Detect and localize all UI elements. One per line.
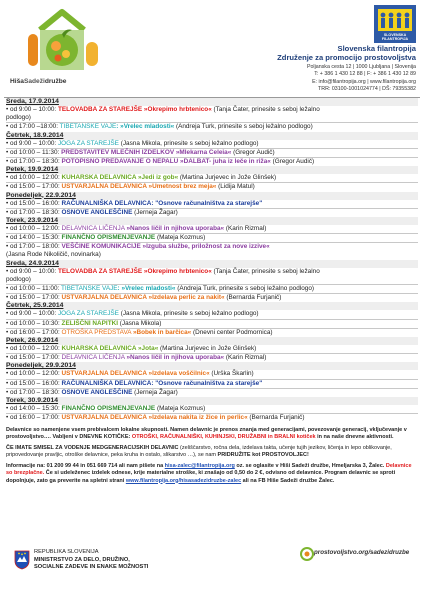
schedule-entry-text: (Andreja Turk, prinesite s seboj ležalno podlogo) xyxy=(175,123,313,131)
schedule-entry-text: (Urška Škarlin) xyxy=(211,370,254,378)
schedule-entry-text: • od 16:00 – 17:00: xyxy=(6,328,62,336)
schedule-entry xyxy=(6,328,418,337)
schedule-entry-text: JOGA ZA STAREJŠE xyxy=(57,310,121,318)
schedule-entry-text: »Okrepimo hrbtenico« xyxy=(143,267,214,275)
schedule-entry xyxy=(6,106,418,114)
schedule-entry-text: • od 9:00 – 10:00: xyxy=(6,106,58,113)
schedule-entry xyxy=(6,122,418,131)
schedule-entry xyxy=(6,251,418,259)
schedule-entry-text: »Nanos ličil in njihova uporaba« xyxy=(126,224,226,232)
schedule-entry xyxy=(6,208,418,217)
schedule-entry-text: ZELIŠČNI NAPITKI xyxy=(61,319,120,327)
schedule-entry-text: • od 15:00 – 17:00: xyxy=(6,354,62,362)
schedule-entry-text: podlogo) xyxy=(6,114,31,122)
schedule-entry-text: • od 15:00 – 17:00: xyxy=(6,294,62,302)
schedule-entry-text: : »Vrelec mladosti« xyxy=(116,123,176,131)
schedule-entry xyxy=(6,174,418,182)
hisa-sadezi-druzbe-logo xyxy=(10,8,106,78)
schedule-entry-text: FINANČNO OPISMENJEVANJE xyxy=(61,404,157,412)
schedule-entry-text: (Martina Jurjevec in Jože Glinšek) xyxy=(160,344,257,352)
schedule-entry-text: »Jota« xyxy=(138,344,161,352)
schedule-entry-text: VEŠČINE KOMUNIKACIJE xyxy=(61,243,143,251)
schedule-entry-text: »Izdelava nakita iz žice in perlic« xyxy=(148,414,250,422)
schedule-entry-text: »Mlekarna Celeia« xyxy=(175,148,234,156)
slovenska-filantropija-badge xyxy=(374,5,416,43)
schedule-entry-text: • od 17:00 – 18:30: xyxy=(6,388,62,396)
schedule-entry xyxy=(6,284,418,293)
schedule-entry-text: • od 10:00 – 12:00: xyxy=(6,224,62,232)
schedule-entry-text: • od 14:00 – 15:30: xyxy=(6,234,62,242)
schedule-entry-text: • od 10:00 – 11:30: xyxy=(6,148,62,156)
schedule-entry-text: • od 9:00 – 10:00: xyxy=(6,267,58,275)
schedule-entry-text: : "Osnove računalništva za starejše" xyxy=(151,379,263,387)
contact-bank: TRR: 03100-1001024774 | DŠ: 79355382 xyxy=(318,85,416,92)
schedule-entry-text: • od 10:00 – 12:00: xyxy=(6,370,62,378)
schedule-entry-text: • od 17:00 – 18:30: xyxy=(6,157,62,165)
schedule-entry-text: (Gregor Audič) xyxy=(233,148,275,156)
schedule-entry xyxy=(6,200,418,208)
ministry-line2: MINISTRSTVO ZA DELO, DRUŽINO, xyxy=(34,556,130,563)
schedule-entry-text: (Lidija Matul) xyxy=(218,183,255,191)
schedule-entry-text: • od 17:00 – 18:00: xyxy=(6,243,62,251)
ministry-line1: REPUBLIKA SLOVENIJA xyxy=(34,549,99,555)
schedule-entry xyxy=(6,182,418,191)
schedule-entry-text: OSNOVE ANGLEŠČINE xyxy=(61,208,135,216)
schedule-entry-text: : »Vrelec mladosti« xyxy=(117,285,178,292)
schedule-entry xyxy=(6,225,418,233)
workshop-schedule xyxy=(6,98,418,422)
schedule-day-heading: Četrtek, 18.9.2014 xyxy=(6,132,418,140)
prostovoljstvo-url[interactable]: prostovoljstvo.org/sadezidruzbe xyxy=(314,549,410,556)
schedule-entry-text: • od 14:00 – 15:30: xyxy=(6,404,62,412)
schedule-entry-text: (Martina Jurjevec in Jože Glinšek) xyxy=(179,174,277,182)
schedule-entry-text: (Andreja Turk, prinesite s seboj ležalno podlogo) xyxy=(177,285,314,292)
schedule-entry-text: : "Osnove računalništva za starejše" xyxy=(151,199,263,207)
schedule-entry xyxy=(6,233,418,242)
ministry-logo-text xyxy=(34,549,148,572)
website-link[interactable]: www.filantropija.org/hisasadezidruzbe-zalec xyxy=(125,477,242,484)
schedule-entry-text: »Izdelava perlic za nakit« xyxy=(148,294,227,302)
schedule-entry xyxy=(6,379,418,388)
schedule-entry-text: (Jasna Mikola) xyxy=(119,319,162,327)
contact-email: E: info@filantropija.org | www.filantropija.org xyxy=(312,78,416,85)
schedule-entry-text: FINANČNO OPISMENJEVANJE xyxy=(61,234,157,242)
schedule-entry-text: • od 15:00 – 16:00: xyxy=(6,199,62,207)
schedule-entry-text: (Jerneja Žagar) xyxy=(134,208,178,216)
schedule-entry-text: TELOVADBA ZA STAREJŠE xyxy=(57,267,144,275)
schedule-entry-text: • od 17:00 –18:00: xyxy=(6,123,60,131)
badge-text: SLOVENSKA FILANTROPIJA xyxy=(381,33,409,41)
schedule-entry-text: (Mateja Kozmus) xyxy=(156,234,206,242)
schedule-entry-text: (Dnevni center Podmornica) xyxy=(192,328,273,336)
schedule-entry-text: (Bernarda Furjanič) xyxy=(249,414,305,422)
schedule-entry-text: • od 15:00 – 17:00: xyxy=(6,183,62,191)
schedule-entry xyxy=(6,114,418,122)
schedule-entry xyxy=(6,319,418,328)
schedule-entry xyxy=(6,370,418,378)
schedule-entry-text: DELAVNICA LIČENJA xyxy=(61,224,127,232)
schedule-entry-text: (Jasna Mikola, prinesite s seboj ležalno podlogo) xyxy=(120,139,259,147)
schedule-entry-text: USTVARJALNA DELAVNICA xyxy=(61,414,149,422)
schedule-entry-text: PREDSTAVITEV MLEČNIH IZDELKOV xyxy=(61,148,176,156)
logo-caption: HišaSadežidružbe xyxy=(10,78,67,85)
schedule-entry-text: (Karin Rizmal) xyxy=(225,354,267,362)
schedule-day-heading: Sreda, 17.9.2014 xyxy=(6,98,418,106)
schedule-entry-text: POTOPISNO PREDAVANJE O NEPALU xyxy=(61,157,181,165)
schedule-entry-text: DELAVNICA LIČENJA xyxy=(61,354,127,362)
schedule-entry xyxy=(6,413,418,422)
schedule-entry-text: (Karin Rizmal) xyxy=(225,224,267,232)
contact-address: Poljanska cesta 12 | 1000 Ljubljana | Slovenija xyxy=(306,64,416,70)
schedule-entry-text: • od 10:00 – 11:00: xyxy=(6,285,61,292)
schedule-entry xyxy=(6,140,418,148)
schedule-entry-text: (Jasna Rode Nikoličič, novinarka) xyxy=(6,251,101,259)
schedule-entry-text: RAČUNALNIŠKA DELAVNICA xyxy=(61,379,152,387)
schedule-entry-text: USTVARJALNA DELAVNICA xyxy=(61,183,149,191)
schedule-entry-text: »Jedi iz gob« xyxy=(138,174,180,182)
schedule-entry-text: »Umetnost brez meja« xyxy=(148,183,219,191)
schedule-entry xyxy=(6,148,418,157)
schedule-day-heading: Četrtek, 25.9.2014 xyxy=(6,302,418,310)
schedule-entry-text: (Tanja Čater, prinesite s seboj ležalno xyxy=(213,106,320,113)
schedule-entry-text: TELOVADBA ZA STAREJŠE xyxy=(57,106,144,113)
schedule-entry xyxy=(6,268,418,276)
schedule-entry-text: USTVARJALNA DELAVNICA xyxy=(61,294,149,302)
schedule-entry xyxy=(6,345,418,353)
schedule-entry-text: KUHARSKA DELAVNICA xyxy=(61,344,138,352)
schedule-entry-text: • od 15:00 – 16:00: xyxy=(6,379,62,387)
schedule-entry-text: • od 9:00 – 10:00: xyxy=(6,310,58,318)
schedule-day-heading: Sreda, 24.9.2014 xyxy=(6,260,418,268)
schedule-day-heading: Torek, 30.9.2014 xyxy=(6,397,418,405)
schedule-entry xyxy=(6,157,418,166)
schedule-entry-text: • od 10:00 – 10:30: xyxy=(6,319,62,327)
schedule-entry xyxy=(6,353,418,362)
schedule-entry-text: TIBETANSKE VAJE xyxy=(59,123,117,131)
schedule-entry-text: OTROŠKA PREDSTAVA xyxy=(61,328,133,336)
schedule-entry-text: »Izdelava voščilnic« xyxy=(148,370,212,378)
schedule-entry-text: OSNOVE ANGLEŠČINE xyxy=(61,388,135,396)
schedule-entry-text: »Okrepimo hrbtenico« xyxy=(143,106,214,113)
schedule-entry-text: • od 17:00 – 18:30: xyxy=(6,208,62,216)
schedule-entry-text: (Gregor Audič) xyxy=(272,157,315,165)
schedule-entry xyxy=(6,242,418,251)
schedule-entry-text: RAČUNALNIŠKA DELAVNICA xyxy=(61,199,152,207)
schedule-entry-text: TIBETANSKE VAJE xyxy=(60,285,118,292)
schedule-day-heading: Ponedeljek, 29.9.2014 xyxy=(6,362,418,370)
schedule-entry xyxy=(6,388,418,397)
schedule-entry xyxy=(6,310,418,318)
schedule-entry-text: »Bobek in barčica« xyxy=(132,328,193,336)
schedule-entry-text: »Izguba službe, priložnost za nove izzive« xyxy=(142,243,270,251)
org-name-line2: Združenje za promocijo prostovoljstva xyxy=(277,53,416,62)
org-name xyxy=(250,44,416,62)
slovenia-coat-of-arms-icon xyxy=(14,550,30,570)
schedule-entry-text: »DALBAT- juha iz leče in riža« xyxy=(180,157,273,165)
schedule-entry-text: »Nanos ličil in njihova uporaba« xyxy=(126,354,226,362)
schedule-entry-text: KUHARSKA DELAVNICA xyxy=(61,174,138,182)
schedule-entry-text: (Bernarda Furjanič) xyxy=(226,294,282,302)
org-name-line1: Slovenska filantropija xyxy=(337,44,416,53)
schedule-entry-text: (Jerneja Žagar) xyxy=(134,388,178,396)
schedule-entry xyxy=(6,276,418,284)
schedule-entry-text: • od 16:00 – 17:00: xyxy=(6,414,62,422)
email-link[interactable]: hisa-zalec@filantropija.org xyxy=(164,463,235,470)
footer-info xyxy=(6,427,418,489)
schedule-entry-text: • od 10:00 – 12:00: xyxy=(6,344,62,352)
schedule-entry-text: podlogo) xyxy=(6,275,31,283)
schedule-day-heading: Ponedeljek, 22.9.2014 xyxy=(6,192,418,200)
ministry-line3: SOCIALNE ZADEVE IN ENAKE MOŽNOSTI xyxy=(34,564,149,571)
schedule-entry-text: USTVARJALNA DELAVNICA xyxy=(61,370,149,378)
schedule-entry-text: (Jasna Mikola, prinesite s seboj ležalno podlogo) xyxy=(120,310,259,318)
schedule-day-heading: Petek, 19.9.2014 xyxy=(6,166,418,174)
schedule-entry-text: JOGA ZA STAREJŠE xyxy=(57,139,121,147)
footer-paragraph-contact: Informacije na: 01 200 99 44 in 051 669 714 ali nam pišete na hisa-zalec@filantropija.org oz. se oglasite v Hiši Sadeži družbe, Hmeljarska 3, Žalec. Delavnice so brezplačne. Če si udeleženec izdelek odnese, krije materialne stroške, ki znašajo od 0,50 do 2 €, odvisno od delavnice. Program delavnic se sproti dopolnjuje, zato ga preverite na spletni strani www.filantropija.org/hisasadezidruzbe-zalec ali na FB Hiše Sadeži družbe Žalec. xyxy=(6,463,412,484)
contact-phone: T: + 386 1 430 12 88 | F: + 386 1 430 12 89 xyxy=(314,71,416,78)
schedule-entry-text: • od 9:00 – 10:00: xyxy=(6,139,58,147)
footer-paragraph-intro: Delavnice so namenjene vsem prebivalcem lokalne skupnosti. Namen delavnic je prenos znanja med generacijami, povezovanje generacij, vključevanje v prostovoljstvo…. Vabljeni v DNEVNE KOTIČKE: OTROŠKI, RAČUNALNIŠKI, KUHINJSKI, DRUŽABNI in BRALNI kotiček in na naše dnevne aktivnosti. xyxy=(6,427,407,441)
schedule-entry xyxy=(6,405,418,413)
schedule-day-heading: Torek, 23.9.2014 xyxy=(6,217,418,225)
schedule-entry-text: (Mateja Kozmus) xyxy=(156,404,206,412)
org-contact xyxy=(250,64,416,93)
schedule-entry xyxy=(6,293,418,302)
schedule-entry-text: • od 10:00 – 12:00: xyxy=(6,174,62,182)
schedule-day-heading: Petek, 26.9.2014 xyxy=(6,337,418,345)
footer-paragraph-volunteer: ČE IMATE SMISEL ZA VODENJE MEDGENERACIJSKIH DELAVNIC (zeliščarstvo, ročna dela, izdelava takta, učenje tujih jezikov, ličenja in lepo oblikovanje, pripovedovanje pravljic, otroške delavnice, peka kruha in ostalo, slikarstvo …), se nam PRIDRUŽITE kot PROSTOVOLJEC! xyxy=(6,445,392,459)
schedule-entry-text: (Tanja Čater, prinesite s seboj ležalno xyxy=(213,267,320,275)
